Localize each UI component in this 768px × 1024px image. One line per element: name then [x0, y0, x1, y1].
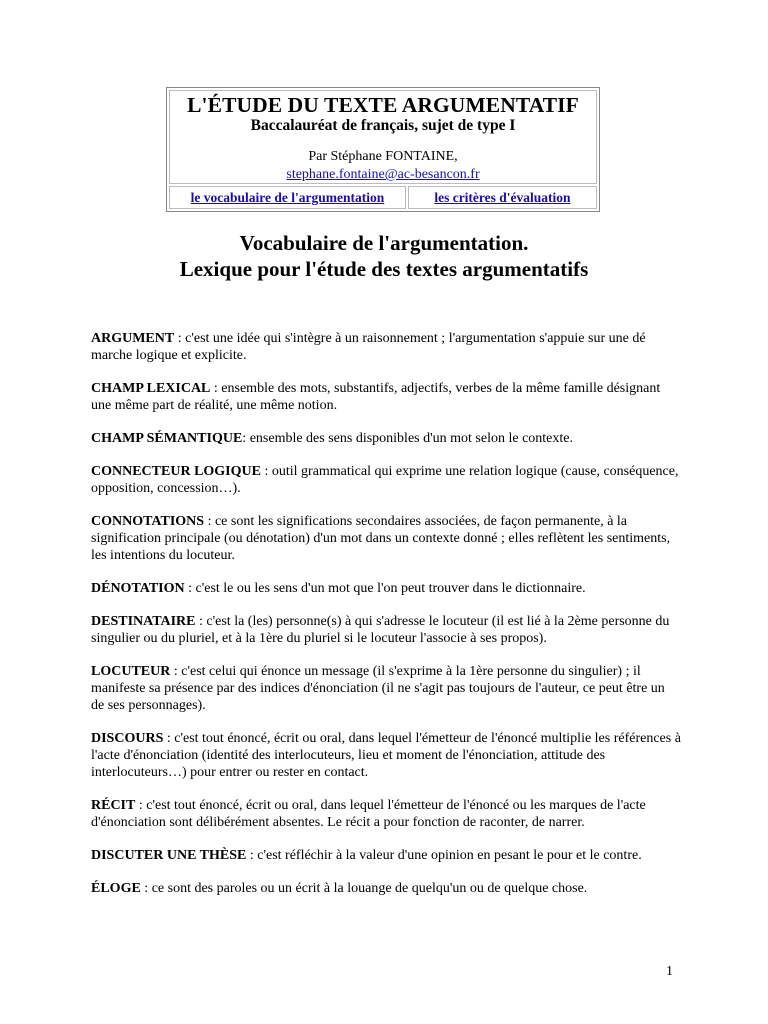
header-panel: [169, 90, 597, 184]
entry-term: CONNECTEUR LOGIQUE: [91, 464, 261, 479]
entry-term: DÉNOTATION: [91, 581, 185, 596]
glossary-list: [91, 330, 681, 913]
entry-definition: c'est celui qui énonce un message (il s'exprime à la 1ère personne du singulier) ; il manifeste sa présence par des indices d'énonciation (il ne s'agit pas toujours de l'auteur, ce peut être un de ses personnages).: [91, 664, 665, 713]
entry-definition: c'est une idée qui s'intègre à un raisonnement ; l'argumentation s'appuie sur une dé marche logique et explicite.: [91, 331, 646, 363]
entry-definition: c'est tout énoncé, écrit ou oral, dans lequel l'émetteur de l'énoncé multiplie les références à l'acte d'énonciation (identité des interlocuteurs, lieu et moment de l'énonciation, attitude des interlocuteurs…) pour entrer ou rester en contact.: [91, 731, 681, 780]
glossary-entry-discours: [91, 730, 681, 781]
entry-definition: ensemble des mots, substantifs, adjectifs, verbes de la même famille désignant une même part de réalité, une même notion.: [91, 381, 661, 413]
entry-separator: :: [246, 848, 258, 863]
entry-separator: :: [163, 731, 175, 746]
document-title: [0, 230, 768, 282]
entry-separator: :: [195, 614, 207, 629]
glossary-entry-recit: [91, 797, 681, 831]
glossary-entry-champ-lexical: [91, 380, 681, 414]
nav-row: [169, 186, 597, 209]
entry-term: ÉLOGE: [91, 881, 141, 896]
entry-definition: c'est tout énoncé, écrit ou oral, dans lequel l'émetteur de l'énoncé ou les marques de l'acte d'énonciation sont délibérément absentes. Le récit a pour fonction de raconter, de narrer.: [91, 798, 646, 830]
entry-definition: c'est réfléchir à la valeur d'une opinion en pesant le pour et le contre.: [257, 848, 642, 863]
entry-term: DISCUTER UNE THÈSE: [91, 848, 247, 863]
entry-term: DISCOURS: [91, 731, 164, 746]
entry-separator: :: [174, 331, 186, 346]
glossary-entry-champ-semantique: [91, 430, 681, 447]
entry-separator: :: [170, 664, 182, 679]
main-title: L'ÉTUDE DU TEXTE ARGUMENTATIF: [187, 93, 579, 117]
entry-term: LOCUTEUR: [91, 664, 171, 679]
entry-separator: :: [184, 581, 196, 596]
subtitle: Baccalauréat de français, sujet de type I: [250, 117, 516, 134]
author-email-link[interactable]: stephane.fontaine@ac-besancon.fr: [286, 167, 480, 182]
entry-definition: ce sont des paroles ou un écrit à la louange de quelqu'un ou de quelque chose.: [151, 881, 588, 896]
nav-link-vocabulaire[interactable]: le vocabulaire de l'argumentation: [169, 186, 406, 209]
entry-definition: ensemble des sens disponibles d'un mot selon le contexte.: [249, 431, 573, 446]
entry-term: CHAMP LEXICAL: [91, 381, 211, 396]
entry-definition: outil grammatical qui exprime une relation logique (cause, conséquence, opposition, concession…).: [91, 464, 679, 496]
author-line: Par Stéphane FONTAINE,: [308, 149, 458, 164]
entry-separator: :: [140, 881, 152, 896]
entry-separator: :: [204, 514, 215, 529]
glossary-entry-connotations: [91, 513, 681, 564]
entry-separator: :: [260, 464, 272, 479]
glossary-entry-eloge: [91, 880, 681, 897]
entry-definition: c'est la (les) personne(s) à qui s'adresse le locuteur (il est lié à la 2ème personne du singulier ou du pluriel, et à la 1ère du pluriel si le locuteur l'associe à ses propos).: [91, 614, 670, 646]
glossary-entry-argument: [91, 330, 681, 364]
document-title-line2: Lexique pour l'étude des textes argumentatifs: [179, 257, 589, 281]
entry-separator: :: [210, 381, 222, 396]
glossary-entry-locuteur: [91, 663, 681, 714]
page-number: 1: [666, 964, 673, 979]
entry-separator: :: [242, 431, 250, 446]
glossary-entry-destinataire: [91, 613, 681, 647]
entry-definition: ce sont les significations secondaires associées, de façon permanente, à la signification principale (ou dénotation) d'un mot dans un contexte donné ; elles reflètent les sentiments, les intentions du locuteur.: [91, 514, 671, 563]
entry-term: DESTINATAIRE: [91, 614, 196, 629]
document-title-line1: Vocabulaire de l'argumentation.: [239, 231, 529, 255]
glossary-entry-connecteur-logique: [91, 463, 681, 497]
glossary-entry-discuter-une-these: [91, 847, 681, 864]
entry-definition: c'est le ou les sens d'un mot que l'on peut trouver dans le dictionnaire.: [195, 581, 586, 596]
entry-separator: :: [135, 798, 147, 813]
entry-term: ARGUMENT: [91, 331, 175, 346]
entry-term: CONNOTATIONS: [91, 514, 205, 529]
glossary-entry-denotation: [91, 580, 681, 597]
nav-link-criteres[interactable]: les critères d'évaluation: [408, 186, 597, 209]
entry-term: CHAMP SÉMANTIQUE: [91, 431, 243, 446]
entry-term: RÉCIT: [91, 798, 136, 813]
header-box: [166, 87, 600, 212]
